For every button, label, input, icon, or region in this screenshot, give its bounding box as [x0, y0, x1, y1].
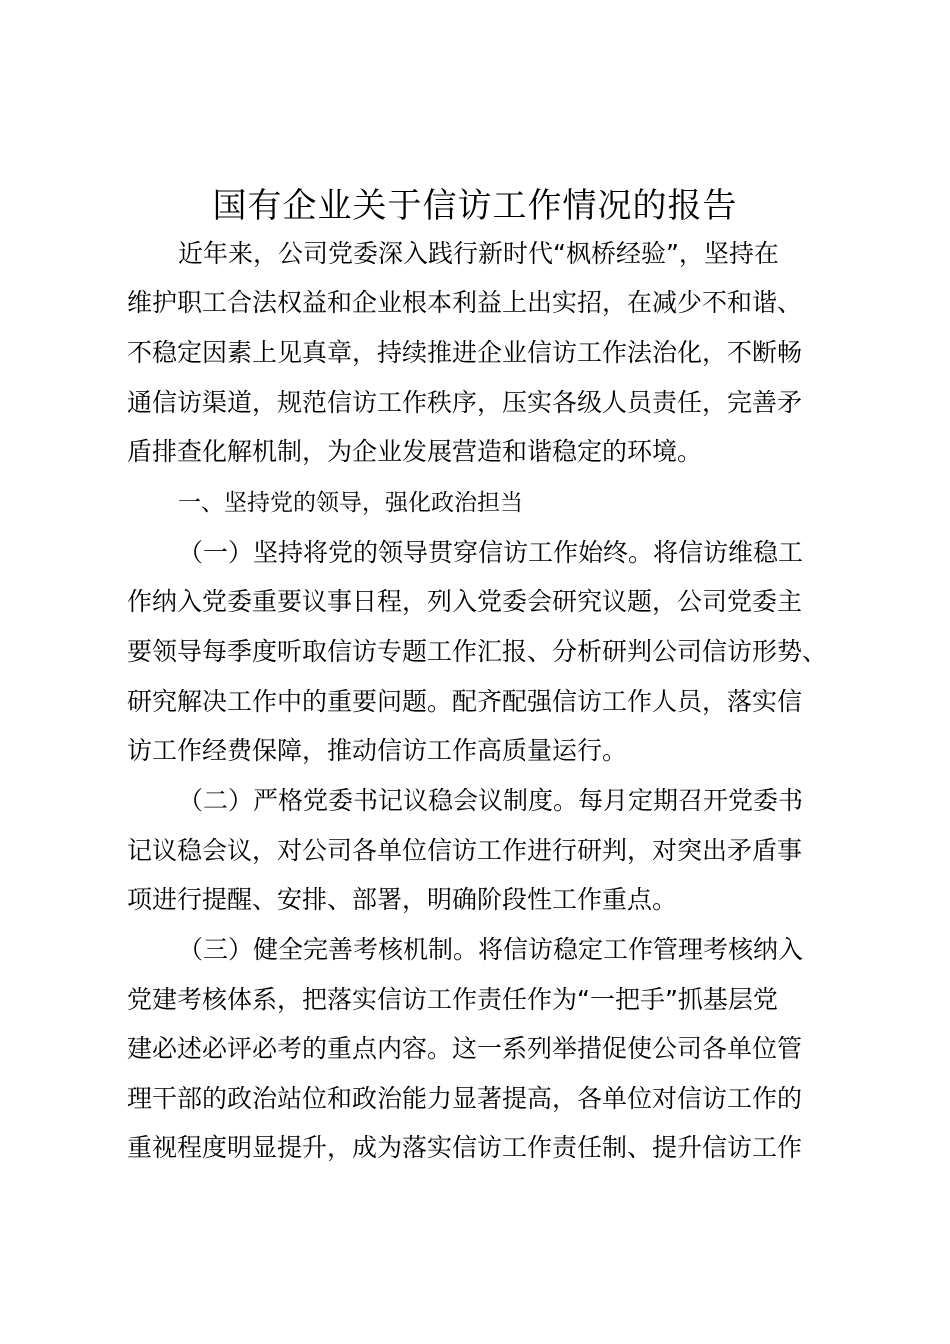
- paragraph-line: 建必述必评必考的重点内容。这一系列举措促使公司各单位管: [127, 1034, 803, 1063]
- paragraph-line: 重视程度明显提升，成为落实信访工作责任制、提升信访工作: [127, 1133, 803, 1162]
- paragraph-line: 项进行提醒、安排、部署，明确阶段性工作重点。: [127, 885, 678, 914]
- paragraph-line: 访工作经费保障，推动信访工作高质量运行。: [127, 736, 628, 765]
- document-title: 国有企业关于信访工作情况的报告: [212, 186, 738, 226]
- paragraph-line: 近年来，公司党委深入践行新时代“枫桥经验”，坚持在: [178, 239, 779, 268]
- paragraph-line: 要领导每季度听取信访专题工作汇报、分析研判公司信访形势、: [127, 637, 828, 666]
- paragraph-line: 维护职工合法权益和企业根本利益上出实招，在减少不和谐、: [127, 288, 803, 317]
- paragraph-line: （一）坚持将党的领导贯穿信访工作始终。将信访维稳工: [178, 538, 804, 567]
- paragraph-line: 研究解决工作中的重要问题。配齐配强信访工作人员，落实信: [127, 687, 803, 716]
- paragraph-line: （二）严格党委书记议稳会议制度。每月定期召开党委书: [178, 786, 804, 815]
- paragraph-line: 作纳入党委重要议事日程，列入党委会研究议题，公司党委主: [127, 587, 803, 616]
- paragraph-line: 记议稳会议，对公司各单位信访工作进行研判，对突出矛盾事: [127, 836, 803, 865]
- paragraph-line: 党建考核体系，把落实信访工作责任作为“一把手”抓基层党: [127, 985, 778, 1014]
- paragraph-line: 盾排查化解机制，为企业发展营造和谐稳定的环境。: [127, 437, 703, 466]
- paragraph-line: （三）健全完善考核机制。将信访稳定工作管理考核纳入: [178, 935, 804, 964]
- paragraph-line: 理干部的政治站位和政治能力显著提高，各单位对信访工作的: [127, 1084, 803, 1113]
- paragraph-line: 不稳定因素上见真章，持续推进企业信访工作法治化，不断畅: [127, 338, 803, 367]
- paragraph-line: 通信访渠道，规范信访工作秩序，压实各级人员责任，完善矛: [127, 388, 803, 417]
- section-heading: 一、坚持党的领导，强化政治担当: [178, 490, 523, 516]
